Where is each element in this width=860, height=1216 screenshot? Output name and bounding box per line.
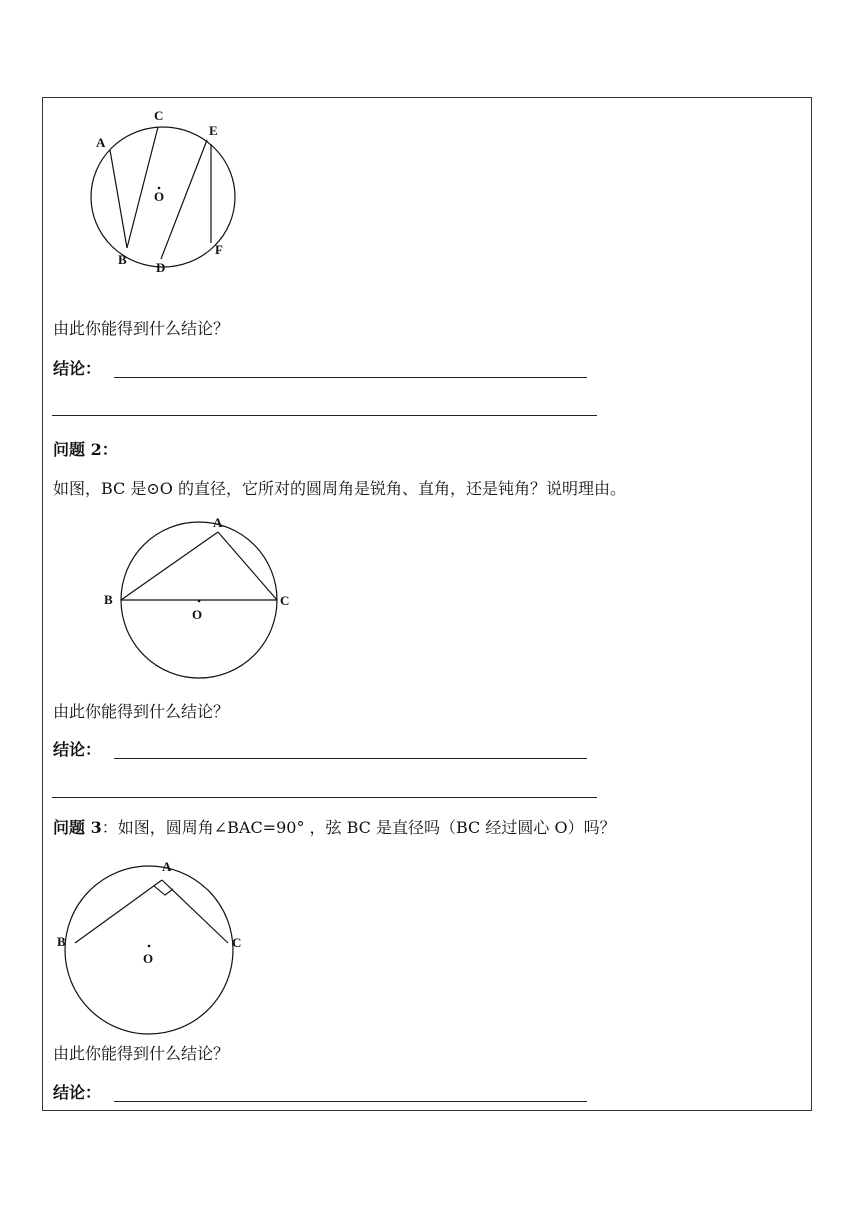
label-a-3: A — [162, 859, 172, 874]
label-c-2: C — [280, 593, 290, 608]
label-a: A — [96, 135, 106, 150]
label-c: C — [154, 108, 164, 123]
center-dot-3 — [148, 945, 151, 948]
figure-right-angle — [55, 855, 255, 1030]
chord-ba-3 — [75, 880, 162, 943]
q2-answer-line-2[interactable] — [52, 797, 597, 798]
q3-conclusion-label: 结论： — [53, 1083, 102, 1102]
label-b: B — [118, 252, 127, 267]
label-b-3: B — [57, 934, 66, 949]
q3-heading — [53, 818, 616, 838]
chord-cb — [127, 127, 158, 248]
q2-answer-line-1[interactable] — [114, 758, 587, 759]
q1-answer-line-2[interactable] — [52, 415, 597, 416]
figure-chords — [80, 100, 280, 285]
q3-answer-line-1[interactable] — [114, 1101, 587, 1102]
label-o-3: O — [143, 951, 154, 966]
label-b-2: B — [104, 592, 113, 607]
q3-text: ：如图，圆周角∠BAC=90° ，弦 BC 是直径吗（BC 经过圆心 O）吗？ — [101, 818, 616, 837]
q2-conclusion-label: 结论： — [53, 740, 102, 759]
chord-ab — [110, 150, 127, 248]
q3-prompt: 由此你能得到什么结论？ — [53, 1044, 230, 1063]
label-f: F — [215, 242, 223, 257]
chord-ac — [218, 532, 277, 600]
label-o-2: O — [192, 607, 203, 622]
label-e: E — [209, 123, 218, 138]
chord-ed — [161, 140, 207, 259]
chord-ba — [121, 532, 218, 600]
center-dot-2 — [198, 600, 201, 603]
q1-answer-line-1[interactable] — [114, 377, 587, 378]
q2-text: 如图，BC 是⊙O 的直径，它所对的圆周角是锐角、直角，还是钝角？说明理由。 — [53, 479, 626, 498]
circle-o-3 — [65, 866, 233, 1034]
label-d: D — [156, 260, 166, 275]
q1-conclusion-label: 结论： — [53, 359, 102, 378]
q2-title: 问题 2： — [53, 440, 118, 459]
label-c-3: C — [232, 935, 242, 950]
q1-prompt: 由此你能得到什么结论？ — [53, 319, 230, 338]
label-o: O — [154, 189, 165, 204]
label-a-2: A — [213, 515, 223, 530]
q3-title: 问题 3 — [53, 818, 102, 837]
figure-diameter — [100, 510, 310, 680]
q2-prompt: 由此你能得到什么结论？ — [53, 702, 230, 721]
